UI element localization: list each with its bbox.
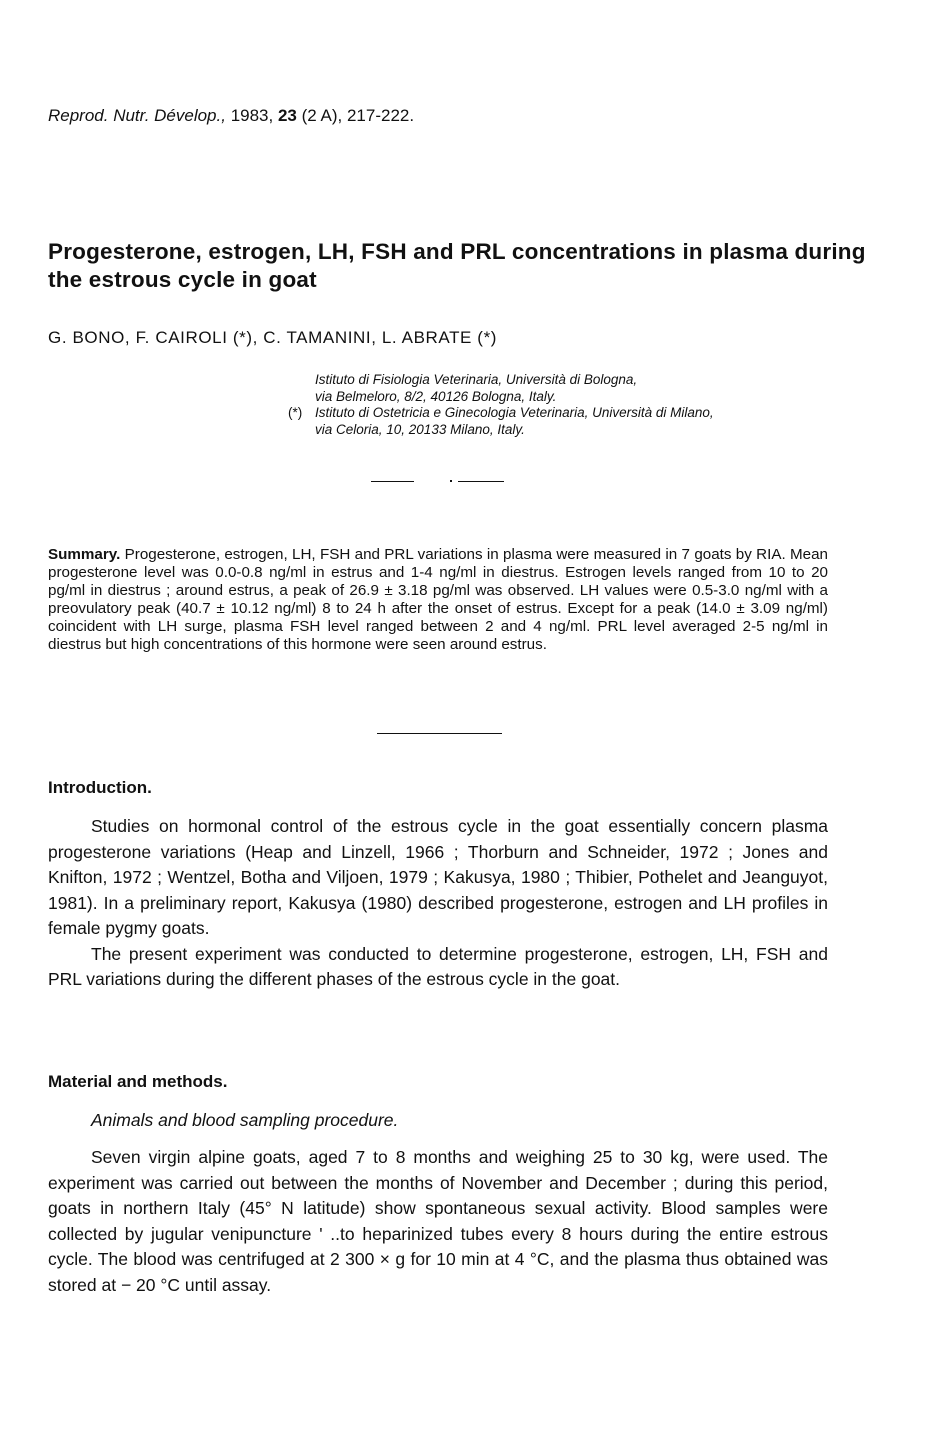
affiliation-2-line-2: via Celoria, 10, 20133 Milano, Italy. xyxy=(315,421,525,437)
journal-issue-pages: (2 A), 217-222. xyxy=(301,106,415,125)
summary-paragraph xyxy=(48,546,828,654)
separator-rule-left xyxy=(371,481,414,482)
affiliation-2-text: Istituto di Ostetricia e Ginecologia Veterinaria, Università di Milano, xyxy=(315,405,714,420)
methods-heading: Material and methods. xyxy=(48,1072,228,1091)
journal-name: Reprod. Nutr. Dévelop., xyxy=(48,106,226,125)
affiliation-1-line-2: via Belmeloro, 8/2, 40126 Bologna, Italy. xyxy=(315,388,557,404)
introduction-heading: Introduction. xyxy=(48,778,152,797)
journal-volume: 23 xyxy=(277,106,297,125)
affiliation-2-line-1 xyxy=(288,405,868,422)
summary-end-rule xyxy=(377,733,502,734)
summary-text: Progesterone, estrogen, LH, FSH and PRL variations in plasma were measured in 7 goats by RIA. Mean progesterone level was 0.0-0.8 ng/ml in estrus and 1-4 ng/ml in diestrus. Estrogen levels ranged from 10 to 20 pg/ml in diestrus ; around estrus, a peak of 26.9 ± 3.18 pg/ml was observed. LH values were 0.5-3.0 ng/ml with a preovulatory peak (40.7 ± 10.12 ng/ml) 8 to 24 h after the onset of estrus. Except for a peak (14.0 ± 3.09 ng/ml) coincident with LH surge, plasma FSH level ranged between 2 and 4 ng/ml. PRL level averaged 2-5 ng/ml in diestrus but high concentrations of this hormone were seen around estrus. xyxy=(48,546,828,653)
introduction-body xyxy=(48,814,828,993)
paper-title: Progesterone, estrogen, LH, FSH and PRL concentrations in plasma during the estrous cycle in goat xyxy=(48,239,866,292)
journal-year: 1983, xyxy=(230,106,274,125)
journal-citation xyxy=(48,106,414,126)
affiliation-2-marker: (*) xyxy=(288,405,303,420)
methods-body xyxy=(48,1145,828,1298)
author-list: G. BONO, F. CAIROLI (*), C. TAMANINI, L. ABRATE (*) xyxy=(48,328,498,347)
separator-rule-right xyxy=(458,481,504,482)
summary-heading: Summary. xyxy=(48,546,121,563)
methods-paragraph-1: Seven virgin alpine goats, aged 7 to 8 months and weighing 25 to 30 kg, were used. The experiment was carried out between the months of November and December ; during this period, goats in northern Italy (45° N latitude) show spontaneous sexual activity. Blood samples were collected by jugular venipuncture ' ..to heparinized tubes every 8 hours during the entire estrous cycle. The blood was centrifuged at 2 300 × g for 10 min at 4 °C, and the plasma thus obtained was stored at − 20 °C until assay. xyxy=(48,1147,828,1295)
introduction-paragraph-2: The present experiment was conducted to determine progesterone, estrogen, LH, FSH and PRL variations during the different phases of the estrous cycle in the goat. xyxy=(48,943,828,989)
affiliations xyxy=(288,372,868,438)
introduction-paragraph-1: Studies on hormonal control of the estrous cycle in the goat essentially concern plasma progesterone variations (Heap and Linzell, 1966 ; Thorburn and Schneider, 1972 ; Jones and Knifton, 1972 ; Wentzel, Botha and Viljoen, 1979 ; Kakusya, 1980 ; Thibier, Pothelet and Jeanguyot, 1981). In a preliminary report, Kakusya (1980) described progesterone, estrogen and LH profiles in female pygmy goats. xyxy=(48,816,828,938)
methods-subheading: Animals and blood sampling procedure. xyxy=(91,1110,399,1130)
affiliation-1-line-1: Istituto di Fisiologia Veterinaria, Università di Bologna, xyxy=(315,372,638,387)
